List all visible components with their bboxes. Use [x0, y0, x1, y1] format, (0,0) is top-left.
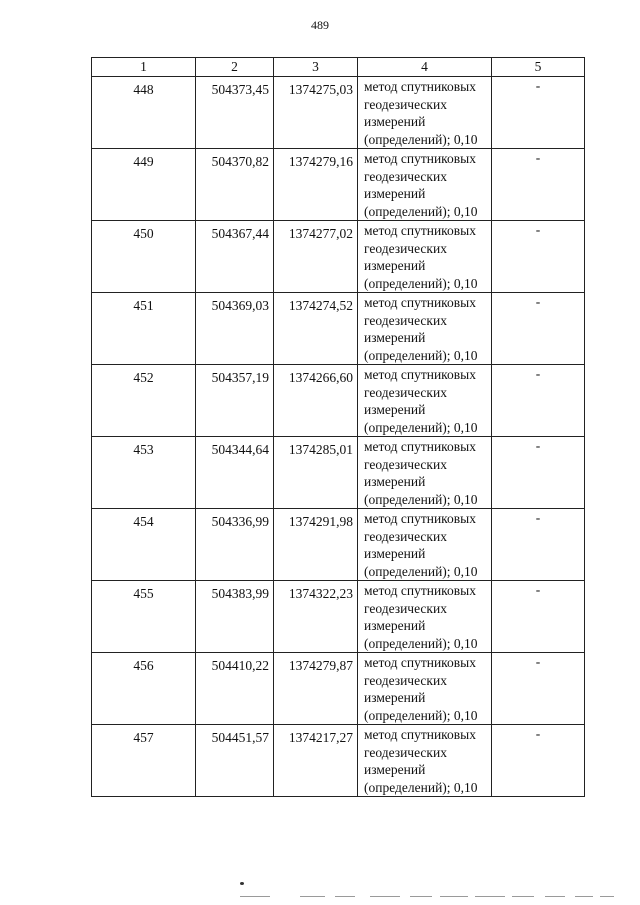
point-number-cell: 453	[92, 437, 196, 509]
coordinates-table	[91, 57, 585, 797]
note-cell: -	[492, 653, 585, 725]
table-body	[92, 77, 585, 797]
y-coordinate-cell: 1374266,60	[274, 365, 358, 437]
point-number-cell: 451	[92, 293, 196, 365]
note-cell: -	[492, 581, 585, 653]
point-number-cell: 450	[92, 221, 196, 293]
table-row	[92, 293, 585, 365]
y-coordinate-cell: 1374274,52	[274, 293, 358, 365]
x-coordinate-cell: 504367,44	[196, 221, 274, 293]
x-coordinate-cell: 504357,19	[196, 365, 274, 437]
point-number-cell: 449	[92, 149, 196, 221]
table-row	[92, 653, 585, 725]
method-cell: метод спутниковых геодезических измерений (определений); 0,10	[358, 293, 492, 365]
method-cell: метод спутниковых геодезических измерений (определений); 0,10	[358, 725, 492, 797]
y-coordinate-cell: 1374275,03	[274, 77, 358, 149]
point-number-cell: 452	[92, 365, 196, 437]
table-header	[92, 58, 585, 77]
x-coordinate-cell: 504383,99	[196, 581, 274, 653]
scan-artifact-line	[600, 896, 614, 897]
note-cell: -	[492, 221, 585, 293]
method-cell: метод спутниковых геодезических измерений (определений); 0,10	[358, 653, 492, 725]
x-coordinate-cell: 504336,99	[196, 509, 274, 581]
point-number-cell: 455	[92, 581, 196, 653]
scan-artifact-line	[410, 896, 432, 897]
note-cell: -	[492, 437, 585, 509]
table-row	[92, 581, 585, 653]
y-coordinate-cell: 1374279,87	[274, 653, 358, 725]
table-row	[92, 77, 585, 149]
x-coordinate-cell: 504410,22	[196, 653, 274, 725]
header-col-1: 1	[92, 58, 196, 77]
method-cell: метод спутниковых геодезических измерений (определений); 0,10	[358, 149, 492, 221]
table-row	[92, 149, 585, 221]
y-coordinate-cell: 1374322,23	[274, 581, 358, 653]
scan-artifact-line	[335, 896, 355, 897]
y-coordinate-cell: 1374285,01	[274, 437, 358, 509]
header-col-4: 4	[358, 58, 492, 77]
point-number-cell: 448	[92, 77, 196, 149]
header-col-3: 3	[274, 58, 358, 77]
method-cell: метод спутниковых геодезических измерений (определений); 0,10	[358, 365, 492, 437]
method-cell: метод спутниковых геодезических измерений (определений); 0,10	[358, 221, 492, 293]
scan-artifact-line	[575, 896, 593, 897]
note-cell: -	[492, 365, 585, 437]
x-coordinate-cell: 504373,45	[196, 77, 274, 149]
scan-artifact-line	[240, 896, 270, 897]
scan-artifact-line	[440, 896, 468, 897]
page-number: 489	[311, 18, 329, 32]
x-coordinate-cell: 504370,82	[196, 149, 274, 221]
scan-artifact-line	[300, 896, 325, 897]
y-coordinate-cell: 1374291,98	[274, 509, 358, 581]
scan-artifact-line	[512, 896, 534, 897]
scan-artifact-line	[370, 896, 400, 897]
table-row	[92, 509, 585, 581]
y-coordinate-cell: 1374277,02	[274, 221, 358, 293]
method-cell: метод спутниковых геодезических измерений (определений); 0,10	[358, 509, 492, 581]
table-row	[92, 221, 585, 293]
table-row	[92, 437, 585, 509]
header-col-5: 5	[492, 58, 585, 77]
note-cell: -	[492, 509, 585, 581]
note-cell: -	[492, 77, 585, 149]
point-number-cell: 454	[92, 509, 196, 581]
x-coordinate-cell: 504451,57	[196, 725, 274, 797]
scan-artifact-line	[545, 896, 565, 897]
point-number-cell: 457	[92, 725, 196, 797]
method-cell: метод спутниковых геодезических измерений (определений); 0,10	[358, 77, 492, 149]
note-cell: -	[492, 293, 585, 365]
header-col-2: 2	[196, 58, 274, 77]
scan-artifact-line	[475, 896, 505, 897]
note-cell: -	[492, 725, 585, 797]
y-coordinate-cell: 1374279,16	[274, 149, 358, 221]
header-row	[92, 58, 585, 77]
x-coordinate-cell: 504369,03	[196, 293, 274, 365]
table-row	[92, 365, 585, 437]
table-row	[92, 725, 585, 797]
method-cell: метод спутниковых геодезических измерений (определений); 0,10	[358, 437, 492, 509]
point-number-cell: 456	[92, 653, 196, 725]
x-coordinate-cell: 504344,64	[196, 437, 274, 509]
y-coordinate-cell: 1374217,27	[274, 725, 358, 797]
note-cell: -	[492, 149, 585, 221]
method-cell: метод спутниковых геодезических измерений (определений); 0,10	[358, 581, 492, 653]
footer-mark	[240, 882, 244, 885]
